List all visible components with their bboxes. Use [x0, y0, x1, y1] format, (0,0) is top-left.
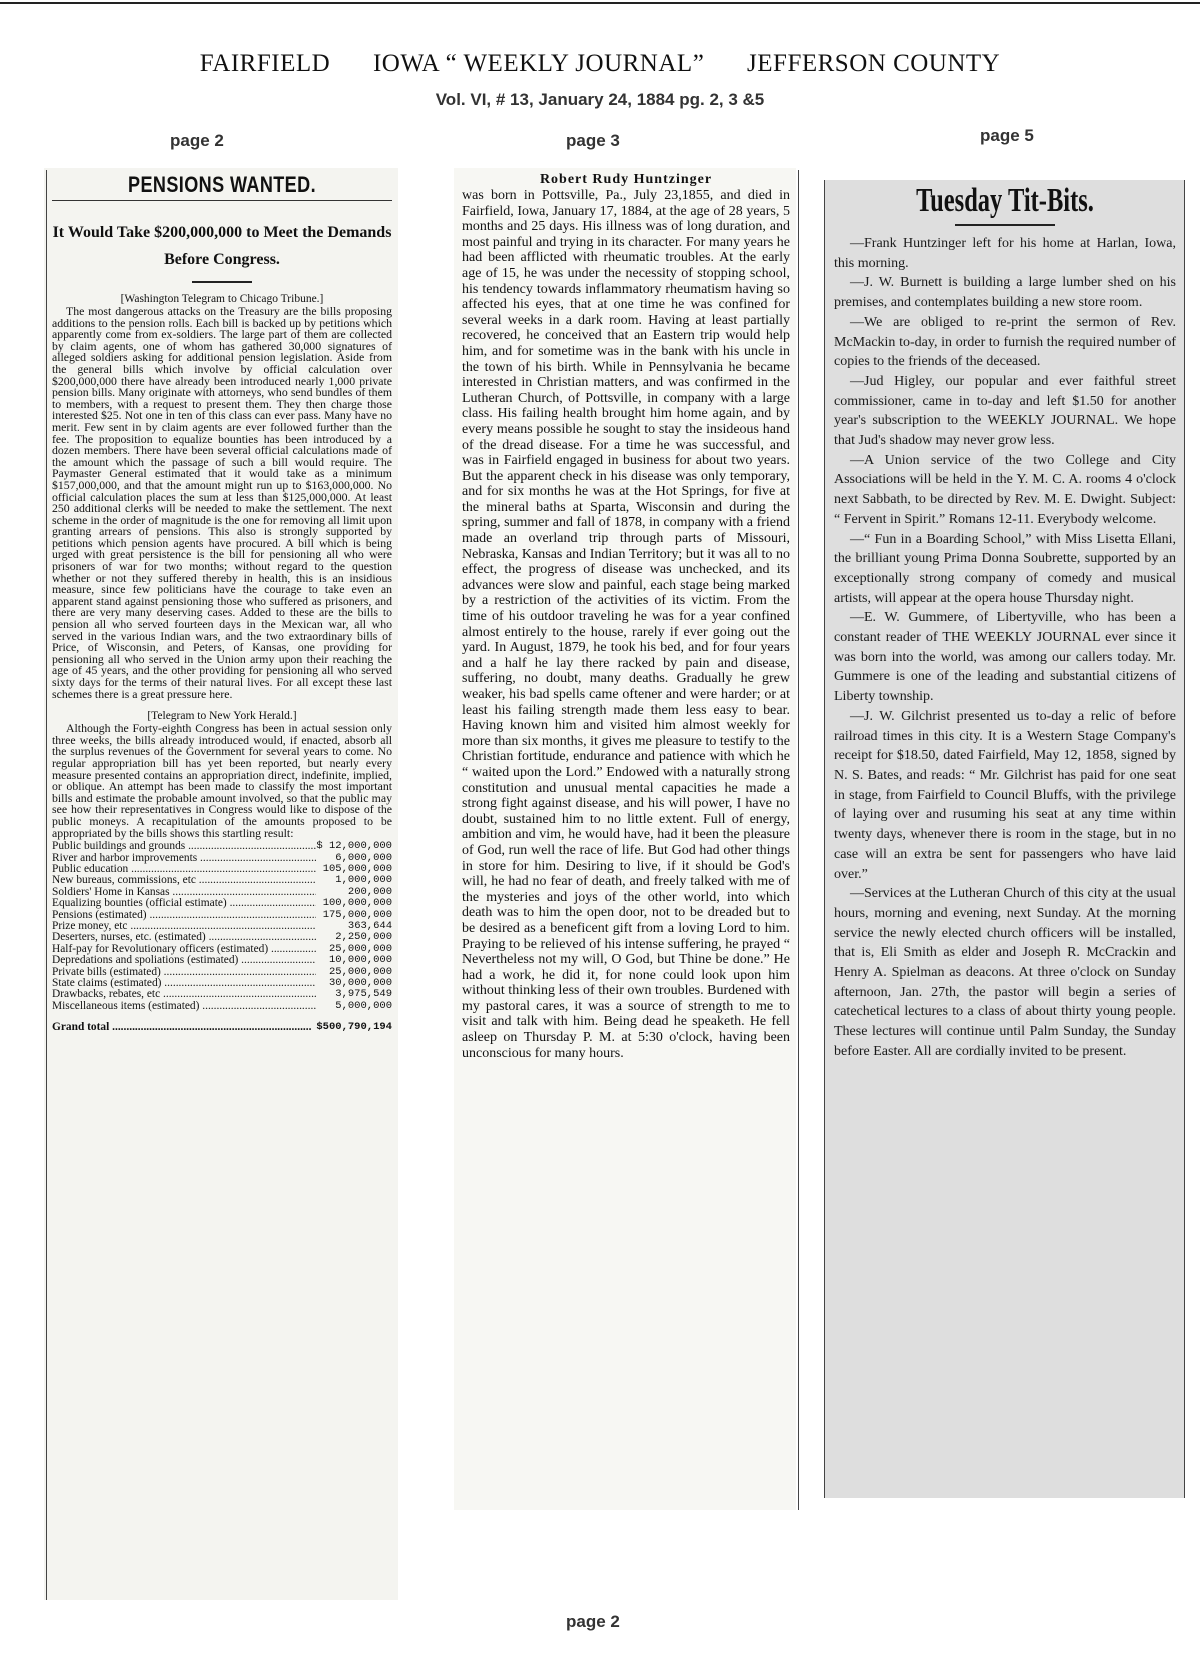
- masthead: [0, 50, 1200, 78]
- column-border: [798, 170, 799, 1510]
- table-row: [52, 841, 392, 852]
- table-row-label: Deserters, nurses, etc. (estimated) .....: [52, 932, 316, 943]
- table-row-amount: 105,000,000: [322, 862, 392, 875]
- grand-total-row: [52, 1022, 392, 1033]
- list-item: —We are obliged to re-print the sermon of Rev. McMackin to-day, in order to furnish the required number of copies to the friends of the deceased.: [834, 314, 1176, 370]
- label-page-3: page 3: [566, 131, 620, 150]
- table-row-label: New bureaus, commissions, etc .....: [52, 875, 316, 886]
- tit-bits-headline: Tuesday Tit-Bits.: [916, 182, 1094, 219]
- list-item: —Jud Higley, our popular and ever faithful street commissioner, came in to-day and left $1.50 for another year's subscription to the WEEKLY JOURNAL. We hope that Jud's shadow may never grow less.: [834, 373, 1176, 449]
- label-page-2: page 2: [170, 131, 224, 150]
- table-row: [52, 875, 392, 886]
- list-item: —E. W. Gummere, of Libertyville, who has been a constant reader of THE WEEKLY JOURNAL ever since it was born into the world, was among our callers today. Mr. Gummere is one of the leading and substantial citizens of Liberty township.: [834, 610, 1176, 705]
- table-row: [52, 910, 392, 921]
- table-row-amount: 175,000,000: [322, 908, 392, 921]
- table-row-label: Miscellaneous items (estimated) .....: [52, 1001, 316, 1012]
- table-row: [52, 955, 392, 966]
- table-row-label: Equalizing bounties (official estimate) .....: [52, 898, 316, 909]
- footer-page-label: page 2: [566, 1612, 620, 1631]
- table-row-label: Private bills (estimated) .....: [52, 967, 316, 978]
- table-row-amount: 6,000,000: [335, 851, 392, 864]
- list-item: —J. W. Gilchrist presented us to-day a relic of before railroad times in this city. It is a Western Stage Company's receipt for $18.50, dated Fairfield, May 12, 1858, signed by N. S. Bates, and reads: “ Mr. Gilchrist has paid for one seat in stage, from Fairfield to Council Bluffs, with the privilege of laying over and rusuming his seat at any time within twenty days, whenever there is room in the stage, but in no case will an extra be sent for passengers who have laid over.”: [834, 708, 1176, 882]
- dateline-herald: [Telegram to New York Herald.]: [147, 710, 297, 723]
- grand-total-amount: $500,790,194: [316, 1021, 392, 1034]
- tit-bits-list: [834, 234, 1176, 1062]
- table-row: [52, 898, 392, 909]
- top-border-rule: [0, 2, 1200, 4]
- divider: [192, 281, 252, 283]
- clipping-tit-bits: [824, 180, 1184, 1498]
- grand-total-label: Grand total .....: [52, 1022, 316, 1033]
- table-row-amount: 5,000,000: [335, 999, 392, 1012]
- list-item: —A Union service of the two College and City Associations will be held in the Y. M. C. A. rooms 4 o'clock next Sabbath, to be directed by Rev. M. E. Dwight. Subject: “ Fervent in Spirit.” Romans 12-11. Everybody welcome.: [834, 452, 1176, 527]
- obituary-body: was born in Pottsville, Pa., July 23,1855, and died in Fairfield, Iowa, January 17, 1884, at the age of 28 years, 5 months and 25 days. His illness was of long duration, and most painful and trying in its character. For many years he had been afflicted with rheumatic troubles. At the early age of 15, he was under the necessity of stopping school, his tendency towards inflammatory rheumatism having so affected his eyes, that at one time he was confined for several weeks in a dark room. Having at least partially recovered, he conceived that an Eastern trip would help him, and for sometime was in the bank with his uncle in the town of his birth. While in Pennsylvania he became interested in Christian matters, and was confirmed in the Lutheran Church, of Pottsville, in company with a large class. His failing health brought him home again, and by every means possible he sought to stay the insideous hand of the dread disease. For a time he was successful, and was in Fairfield engaged in business for about two years. But the apparent check in his disease was only temporary, and for six months he was at the Hot Springs, for five at the mineral baths at Sparta, Wisconsin and during the spring, summer and fall of 1878, in company with a friend made an overland trip through parts of Missouri, Nebraska, Kansas and Indian Territory; but it was all to no effect, the progress of disease was unchecked, and its advances were slow and painful, each stage being marked by a restriction of the activities of its victim. From the time of his outdoor traveling he was for a year confined almost entirely to the house, rarely if ever going out the yard. In August, 1879, he took his bed, and for four years and a half he lay there racked by pain and disease, suffering, no doubt, many deaths. Gradually he grew weaker, his bad spells came oftener and were harder; or at least his failing strength made them less easy to bear. Having known him and visited him almost weekly for more than six months, it gives me pleasure to testify to the Christian fortitude, endurance and patience with which he “ waited upon the Lord.” Endowed with a naturally strong constitution and unusual mental capacities he made a strong fight against disease, and his will power, I have no doubt, sustained him to no little extent. Full of energy, ambition and vim, he would have, had it been the pleasure of God, run well the race of life. But God had other things in store for him. Desiring to live, if it should be God's will, he had no fear of death, and freely talked with me of the mysteries and joys of the other world, into which death was to him the open door, not to be dreaded but to be desired as a beneficent gift from a loving Lord to him. Praying to be relieved of his intense suffering, he prayed “ Nevertheless not my will, O God, but Thine be done.” He had a work, he did it, for none could look upon him without thinking less of their own troubles. Burdened with my pastoral cares, it was a source of strength to me to visit and talk with him. Being dead he speaketh. He fell asleep on Thursday P. M. at 5:30 o'clock, having been unconscious for many hours.: [462, 188, 790, 1061]
- label-page-5: page 5: [980, 126, 1034, 145]
- table-row-amount: 3,975,549: [335, 988, 392, 1001]
- table-row-amount: 25,000,000: [328, 965, 392, 978]
- column-border: [46, 170, 47, 1600]
- table-row-label: Half-pay for Revolutionary officers (estimated) .....: [52, 944, 316, 955]
- table-row-label: River and harbor improvements .....: [52, 853, 316, 864]
- clipping-obituary: [454, 168, 796, 1510]
- appropriations-table: [52, 841, 392, 1012]
- table-row-amount: 100,000,000: [322, 897, 392, 910]
- table-row-amount: 30,000,000: [328, 977, 392, 989]
- table-row-label: State claims (estimated) .....: [52, 978, 316, 989]
- list-item: —J. W. Burnett is building a large lumber shed on his premises, and contemplates building a new store room.: [834, 275, 1176, 311]
- table-row-amount: 363,644: [347, 919, 392, 932]
- issue-line: Vol. VI, # 13, January 24, 1884 pg. 2, 3 &5: [435, 90, 765, 109]
- table-row-amount: 25,000,000: [328, 942, 392, 955]
- pensions-paragraph-2: Although the Forty-eighth Congress has been in actual session only three weeks, the bills already introduced would, if enacted, absorb all the surplus revenues of the Government for several years to come. No regular appropriation bill has yet been reported, but nearly every measure presented contains an appropriation direct, indefinite, implied, or oblique. An attempt has been made to classify the most important bills and estimate the probable amount involved, so that the public may see how their representatives in Congress would like to dispose of the public moneys. A recapitulation of the amounts proposed to be appropriated by the bills shows this startling result:: [52, 721, 392, 840]
- clipping-pensions-wanted: [44, 168, 398, 1600]
- table-row-amount: 1,000,000: [335, 874, 392, 887]
- table-row-label: Soldiers' Home in Kansas .....: [52, 887, 316, 898]
- dateline-tribune: [Washington Telegram to Chicago Tribune.]: [120, 293, 324, 305]
- list-item: —Frank Huntzinger left for his home at Harlan, Iowa, this morning.: [834, 236, 1176, 271]
- table-row-label: Drawbacks, rebates, etc .....: [52, 989, 316, 1000]
- table-row-amount: $ 12,000,000: [316, 840, 392, 853]
- table-row-label: Depredations and spoliations (estimated) .....: [52, 955, 316, 966]
- table-row-amount: 10,000,000: [328, 954, 392, 967]
- table-row-label: Public education .....: [52, 864, 316, 875]
- table-row-label: Public buildings and grounds .....: [52, 841, 316, 852]
- column-border: [1184, 180, 1185, 1498]
- table-row-label: Prize money, etc .....: [52, 921, 316, 932]
- divider: [52, 200, 392, 201]
- list-item: —Services at the Lutheran Church of this city at the usual hours, morning and evening, next Sunday. At the morning service the newly elected church officers will be installed, that is, Eli Smith as elder and Joseph R. McCrackin and Henry A. Spielman as deacons. At three o'clock on Sunday afternoon, Jan. 27th, the pastor will begin a series of catechetical lectures to a class of about thirty young people. These lectures will continue until Palm Sunday, the Sunday before Easter. All are cordially invited to be present.: [834, 886, 1176, 1059]
- table-row: [52, 1001, 392, 1012]
- table-row-amount: 200,000: [347, 885, 392, 898]
- masthead-city: FAIRFIELD: [199, 50, 331, 77]
- table-row-label: Pensions (estimated) .....: [52, 910, 316, 921]
- masthead-county: JEFFERSON COUNTY: [747, 50, 1001, 77]
- pensions-subhead: It Would Take $200,000,000 to Meet the Demands Before Congress.: [52, 224, 392, 268]
- pensions-paragraph-1: The most dangerous attacks on the Treasury are the bills proposing additions to the pension rolls. Each bill is backed up by petitions which apparently come from ex-soldiers. The large part of them are collected by claim agents, one of whom has gathered 30,000 signatures of alleged soldiers asking for additional pension legislation. Aside from the general bills which involve by official calculation over $200,000,000 there have already been introduced nearly 1,000 private pension bills. Many originate with attorneys, who send bundles of them to members, with a request to present them. They then charge those interested $25. Not one in ten of this class can ever pass. Many have no merit. Few sent in by claim agents are ever followed further than the fee. The proposition to equalize bounties has been introduced by a dozen members. There have been several official calculations made of the amount which the passage of such a bill would require. The Paymaster General estimated that it would take as a minimum $157,000,000, and that the amount might run up to $163,000,000. No official calculation places the sum at less than $125,000,000. At least 250 additional clerks will be needed to make the settlement. The next scheme in the order of magnitude is the one for removing all limit upon granting arrears of pensions. This also is strongly supported by petitions which pension agents have procured. A bill which is being urged with great persistence is the bill for pensioning all who were prisoners of war for two months; without regard to the question whether or not they suffered thereby in health, this is an insidious measure, since few politicians have the courage to take even an apparent stand against pensioning those who suffered as prisoners, and there are very many deserving cases. Added to these are the bills to pension all who served fourteen days in the Mexican war, all who served in the various Indian wars, and the two extraordinary bills of Price, of Wisconsin, and Peters, of Kansas, one providing for pensioning all who served in the Union army upon their reaching the age of 45 years, and the other providing for pensioning all who served sixty days for the terms of their natural lives. For all except these last schemes there is a great pressure here.: [52, 304, 392, 701]
- masthead-paper: IOWA “ WEEKLY JOURNAL”: [372, 50, 705, 77]
- table-row-amount: 2,250,000: [335, 931, 392, 944]
- divider: [955, 224, 1055, 226]
- pensions-headline: PENSIONS WANTED.: [128, 172, 316, 197]
- obituary-headline: Robert Rudy Huntzinger: [539, 172, 713, 187]
- list-item: —“ Fun in a Boarding School,” with Miss Lisetta Ellani, the brilliant young Prima Donna Soubrette, supported by an exceptionally strong company of comedy and musical artists, will appear at the opera house Thursday night.: [834, 531, 1176, 606]
- column-border: [824, 180, 825, 1498]
